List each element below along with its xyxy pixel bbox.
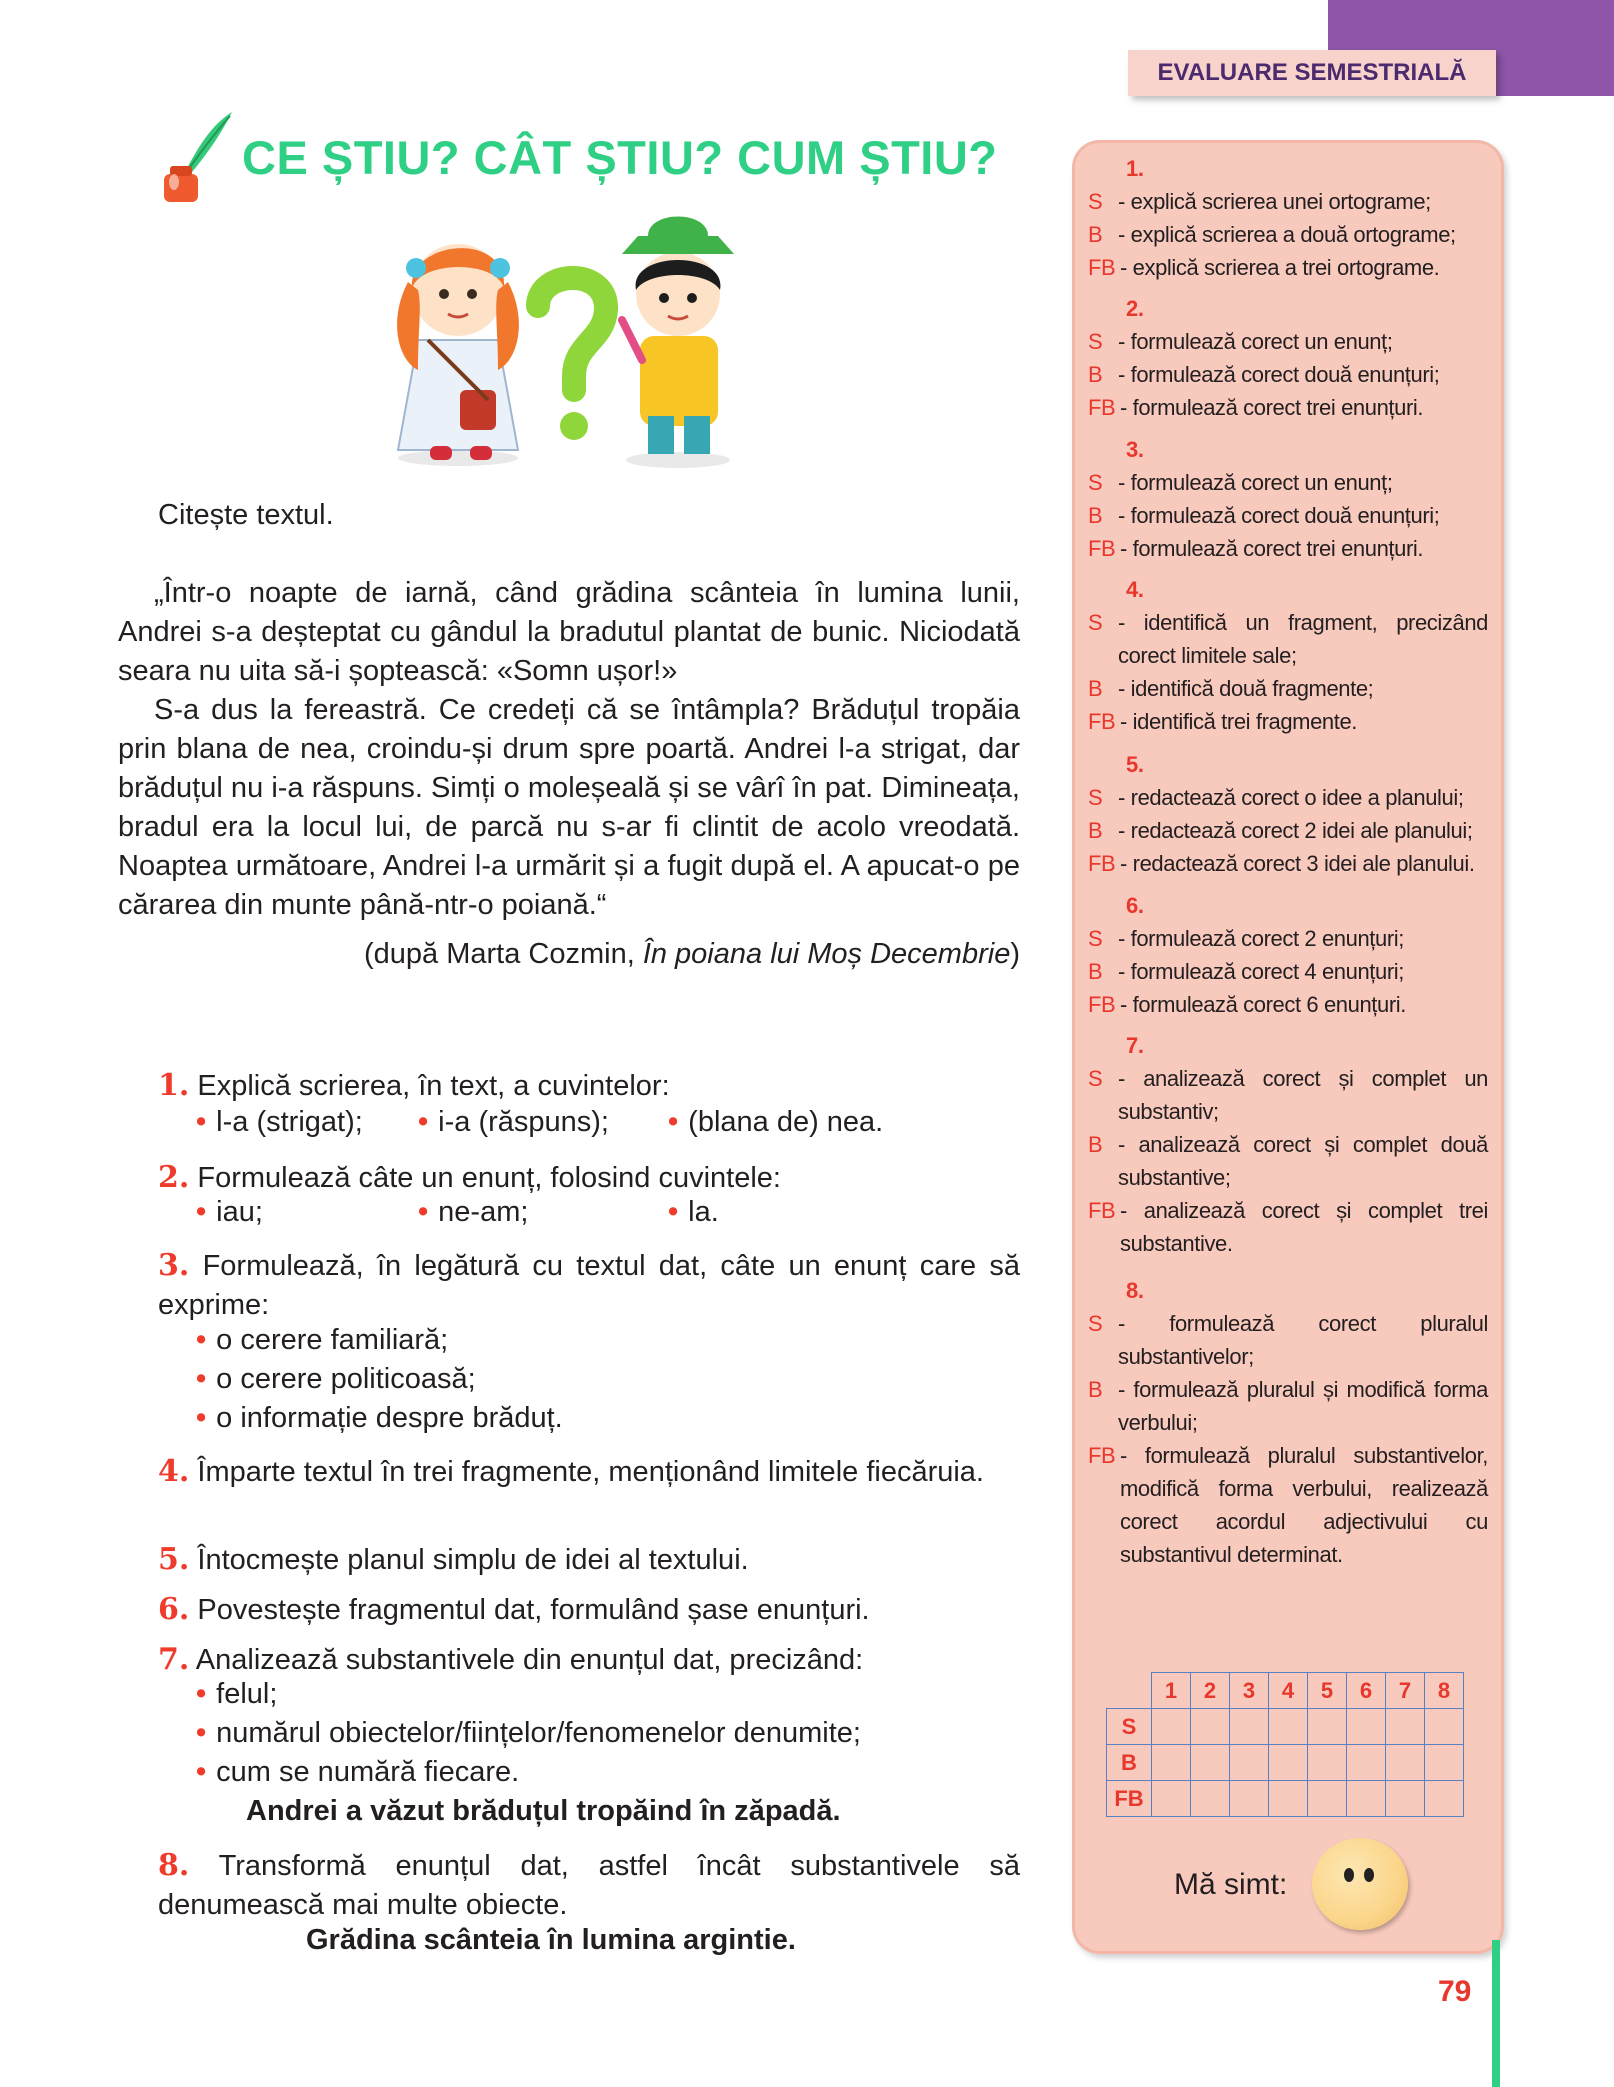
grid-row [1107, 1709, 1464, 1745]
question-number: 7. [158, 1642, 190, 1677]
question-text: Analizează substantivele din enunțul dat, precizând: [195, 1644, 864, 1676]
level-description: - identifică trei fragmente. [1120, 709, 1358, 734]
level-description: - explică scrierea a trei ortograme. [1120, 255, 1440, 280]
page-number: 79 [1438, 1975, 1472, 2008]
eye-icon [1344, 1868, 1354, 1882]
criterion-number: 3. [1126, 437, 1144, 462]
question-3 [158, 1246, 1020, 1325]
grid-row [1107, 1745, 1464, 1781]
criterion-level-fb [1088, 988, 1488, 1021]
level-code: FB [1088, 536, 1116, 561]
smiley-face-icon[interactable] [1312, 1838, 1408, 1930]
grid-column-header: 5 [1308, 1673, 1347, 1709]
grid-column-header: 7 [1386, 1673, 1425, 1709]
item-text: ne-am; [438, 1196, 529, 1228]
criterion-number: 4. [1126, 577, 1144, 602]
question-text: Transformă enunțul dat, astfel încât substantivele să denumească mai multe obiecte. [158, 1850, 1020, 1921]
q3-item-2: • o cerere politicoasă; [196, 1363, 476, 1395]
level-description: - identifică două fragmente; [1118, 676, 1374, 701]
level-code: B [1088, 1132, 1103, 1157]
criterion-number: 6. [1126, 893, 1144, 918]
grid-cell[interactable] [1386, 1781, 1425, 1817]
level-code: S [1088, 1066, 1103, 1091]
criterion-level-fb [1088, 251, 1488, 284]
feeling-label: Mă simt: [1174, 1868, 1288, 1901]
criterion-level-s [1088, 1062, 1488, 1128]
question-2 [158, 1158, 1028, 1198]
q1-item-3: • (blana de) nea. [668, 1106, 884, 1138]
level-description: - formulează pluralul și modifică forma verbului; [1118, 1377, 1488, 1435]
question-1 [158, 1066, 1028, 1106]
intro-instruction: Citește textul. [158, 499, 334, 531]
question-number: 4. [158, 1454, 190, 1489]
q8-sentence: Grădina scânteia în lumina argintie. [306, 1924, 796, 1956]
criterion-level-s [1088, 1307, 1488, 1373]
criterion-8 [1088, 1274, 1488, 1571]
question-4 [158, 1452, 1020, 1492]
item-text: numărul obiectelor/ființelor/fenomenelor denumite; [216, 1717, 861, 1749]
grid-row-label: FB [1107, 1781, 1152, 1817]
item-text: la. [688, 1196, 719, 1228]
question-number: 3. [158, 1248, 190, 1283]
source-title: În poiana lui Moș Decembrie [642, 938, 1011, 970]
item-text: i-a (răspuns); [438, 1106, 609, 1138]
section-label: EVALUARE SEMESTRIALĂ [1128, 50, 1496, 96]
level-code: B [1088, 818, 1103, 843]
level-description: - analizează corect și complet două substantive; [1118, 1132, 1488, 1190]
grid-row-label: S [1107, 1709, 1152, 1745]
grid-row [1107, 1781, 1464, 1817]
grid-cell[interactable] [1152, 1781, 1191, 1817]
grid-cell[interactable] [1386, 1745, 1425, 1781]
level-description: - formulează corect 6 enunțuri. [1120, 992, 1406, 1017]
level-description: - formulează corect 4 enunțuri; [1118, 959, 1404, 984]
level-description: - analizează corect și complet trei substantive. [1120, 1198, 1488, 1256]
item-text: cum se numără fiecare. [216, 1756, 520, 1788]
level-description: - formulează corect un enunț; [1118, 470, 1393, 495]
level-code: FB [1088, 1198, 1116, 1223]
grid-cell[interactable] [1308, 1745, 1347, 1781]
reading-passage [118, 574, 1020, 925]
grid-column-header: 6 [1347, 1673, 1386, 1709]
q7-item-1: • felul; [196, 1678, 278, 1710]
grid-cell[interactable] [1386, 1709, 1425, 1745]
grid-column-header: 2 [1191, 1673, 1230, 1709]
level-code: FB [1088, 709, 1116, 734]
level-code: S [1088, 1311, 1103, 1336]
grid-cell[interactable] [1152, 1745, 1191, 1781]
criterion-level-fb [1088, 1194, 1488, 1260]
grid-cell[interactable] [1269, 1745, 1308, 1781]
item-text: o cerere politicoasă; [216, 1363, 476, 1395]
level-code: S [1088, 785, 1103, 810]
level-code: FB [1088, 255, 1116, 280]
passage-source [118, 938, 1020, 971]
self-assessment-grid [1106, 1672, 1464, 1817]
criterion-number: 2. [1126, 296, 1144, 321]
question-number: 1. [158, 1068, 190, 1103]
question-text: Întocmește planul simplu de idei al textului. [197, 1544, 749, 1576]
grid-cell[interactable] [1152, 1709, 1191, 1745]
criterion-level-s [1088, 185, 1488, 218]
item-text: o cerere familiară; [216, 1324, 449, 1356]
question-number: 5. [158, 1542, 190, 1577]
level-description: - explică scrierea a două ortograme; [1118, 222, 1456, 247]
grid-cell[interactable] [1191, 1709, 1230, 1745]
source-close: ) [1010, 938, 1020, 970]
level-code: S [1088, 610, 1103, 635]
q1-item-1: • l-a (strigat); [196, 1106, 363, 1138]
grid-cell[interactable] [1347, 1781, 1386, 1817]
q7-item-2: • numărul obiectelor/ființelor/fenomenelor denumite; [196, 1717, 861, 1749]
grid-cell[interactable] [1230, 1709, 1269, 1745]
question-5 [158, 1540, 1028, 1580]
grid-cell[interactable] [1425, 1745, 1464, 1781]
criterion-number: 8. [1126, 1278, 1144, 1303]
level-description: - formulează corect pluralul substantivelor; [1118, 1311, 1488, 1369]
item-text: (blana de) nea. [688, 1106, 884, 1138]
level-code: FB [1088, 395, 1116, 420]
level-code: S [1088, 926, 1103, 951]
criterion-6 [1088, 889, 1488, 1021]
grid-cell[interactable] [1230, 1781, 1269, 1817]
page-title: CE ȘTIU? CÂT ȘTIU? CUM ȘTIU? [242, 131, 998, 184]
question-text: Împarte textul în trei fragmente, menționând limitele fiecăruia. [197, 1456, 984, 1488]
criterion-level-s [1088, 781, 1488, 814]
grid-corner [1107, 1673, 1152, 1709]
item-text: o informație despre brăduț. [216, 1402, 563, 1434]
level-description: - formulează corect două enunțuri; [1118, 503, 1440, 528]
level-code: S [1088, 189, 1103, 214]
criterion-7 [1088, 1029, 1488, 1260]
criterion-4 [1088, 573, 1488, 738]
level-code: B [1088, 1377, 1103, 1402]
eye-icon [1364, 1868, 1374, 1882]
q7-item-3: • cum se numără fiecare. [196, 1756, 520, 1788]
q1-item-2: • i-a (răspuns); [418, 1106, 609, 1138]
question-text: Formulează câte un enunț, folosind cuvintele: [197, 1162, 781, 1194]
criterion-level-fb [1088, 1439, 1488, 1571]
level-description: - formulează corect trei enunțuri. [1120, 395, 1424, 420]
grid-cell[interactable] [1347, 1745, 1386, 1781]
grid-cell[interactable] [1347, 1709, 1386, 1745]
q2-item-3: • la. [668, 1196, 719, 1228]
children-question-illustration [378, 210, 750, 472]
criterion-level-b [1088, 672, 1488, 705]
item-text: iau; [216, 1196, 263, 1228]
question-number: 6. [158, 1592, 190, 1627]
level-description: - redactează corect o idee a planului; [1118, 785, 1464, 810]
criterion-level-fb [1088, 391, 1488, 424]
grid-column-header: 8 [1425, 1673, 1464, 1709]
criterion-level-fb [1088, 532, 1488, 565]
passage-paragraph-1: „Într-o noapte de iarnă, când grădina scânteia în lumina lunii, Andrei s-a deșteptat cu gândul la bradutul plantat de bunic. Niciodată seara nu uita să-i șoptească: «Somn ușor!» [118, 577, 1020, 687]
criterion-level-b [1088, 814, 1488, 847]
criterion-level-s [1088, 606, 1488, 672]
grid-cell[interactable] [1425, 1781, 1464, 1817]
criterion-3 [1088, 433, 1488, 565]
criterion-level-b [1088, 1128, 1488, 1194]
grid-cell[interactable] [1269, 1709, 1308, 1745]
criterion-level-s [1088, 325, 1488, 358]
level-code: B [1088, 959, 1103, 984]
item-text: felul; [216, 1678, 278, 1710]
level-code: B [1088, 362, 1103, 387]
question-7 [158, 1640, 1028, 1680]
level-description: - identifică un fragment, precizând corect limitele sale; [1118, 610, 1488, 668]
level-code: B [1088, 503, 1103, 528]
criterion-2 [1088, 292, 1488, 424]
level-code: S [1088, 470, 1103, 495]
item-text: l-a (strigat); [216, 1106, 363, 1138]
question-6 [158, 1590, 1028, 1630]
grid-cell[interactable] [1191, 1781, 1230, 1817]
criterion-level-b [1088, 218, 1488, 251]
grid-column-header: 3 [1230, 1673, 1269, 1709]
criterion-level-b [1088, 358, 1488, 391]
inkwell-quill-icon [158, 108, 234, 204]
passage-paragraph-2: S-a dus la fereastră. Ce credeți că se întâmpla? Brăduțul tropăia prin blana de nea, croindu-și drum spre poartă. Andrei l-a strigat, dar brăduțul nu i-a răspuns. Simți o moleșeală și se vârî în pat. Dimineața, bradul era la locul lui, de parcă nu s-ar fi clintit de acolo vreodată. Noaptea următoare, Andrei l-a urmărit și a fugit după el. A apucat-o pe cărarea din munte până-ntr-o poiană.“ [118, 694, 1020, 921]
level-code: B [1088, 222, 1103, 247]
criterion-level-fb [1088, 705, 1488, 738]
level-description: - analizează corect și complet un substantiv; [1118, 1066, 1488, 1124]
criterion-level-s [1088, 466, 1488, 499]
criterion-number: 5. [1126, 752, 1144, 777]
grid-cell[interactable] [1230, 1745, 1269, 1781]
level-code: FB [1088, 851, 1116, 876]
page-edge-bar [1492, 1940, 1500, 2087]
criterion-number: 7. [1126, 1033, 1144, 1058]
question-8 [158, 1846, 1020, 1925]
question-text: Explică scrierea, în text, a cuvintelor: [197, 1070, 670, 1102]
grid-column-header: 1 [1152, 1673, 1191, 1709]
criterion-level-s [1088, 922, 1488, 955]
criterion-level-b [1088, 955, 1488, 988]
level-code: S [1088, 329, 1103, 354]
question-number: 2. [158, 1160, 190, 1195]
level-description: - explică scrierea unei ortograme; [1118, 189, 1431, 214]
q7-sentence: Andrei a văzut brăduțul tropăind în zăpadă. [246, 1795, 841, 1827]
level-description: - redactează corect 2 idei ale planului; [1118, 818, 1473, 843]
question-text: Formulează, în legătură cu textul dat, câte un enunț care să exprime: [158, 1250, 1020, 1321]
level-description: - formulează corect un enunț; [1118, 329, 1393, 354]
q3-item-1: • o cerere familiară; [196, 1324, 449, 1356]
q2-item-2: • ne-am; [418, 1196, 529, 1228]
grid-cell[interactable] [1425, 1709, 1464, 1745]
source-author: (după Marta Cozmin, [363, 938, 643, 970]
level-description: - formulează corect 2 enunțuri; [1118, 926, 1404, 951]
criterion-5 [1088, 748, 1488, 880]
level-code: B [1088, 676, 1103, 701]
criterion-1 [1088, 152, 1488, 284]
criterion-level-fb [1088, 847, 1488, 880]
question-number: 8. [158, 1848, 190, 1883]
grid-cell[interactable] [1308, 1709, 1347, 1745]
grid-cell[interactable] [1308, 1781, 1347, 1817]
criterion-level-b [1088, 1373, 1488, 1439]
level-code: FB [1088, 992, 1116, 1017]
q3-item-3: • o informație despre brăduț. [196, 1402, 563, 1434]
level-description: - formulează corect două enunțuri; [1118, 362, 1440, 387]
level-description: - formulează corect trei enunțuri. [1120, 536, 1424, 561]
q2-item-1: • iau; [196, 1196, 263, 1228]
level-description: - redactează corect 3 idei ale planului. [1120, 851, 1475, 876]
level-code: FB [1088, 1443, 1116, 1468]
grid-column-header: 4 [1269, 1673, 1308, 1709]
grid-header-row [1107, 1673, 1464, 1709]
grid-row-label: B [1107, 1745, 1152, 1781]
question-text: Povestește fragmentul dat, formulând șase enunțuri. [197, 1594, 870, 1626]
criterion-level-b [1088, 499, 1488, 532]
level-description: - formulează pluralul substantivelor, modifică forma verbului, realizează corect acordul adjectivului cu substantivul determinat. [1120, 1443, 1488, 1567]
grid-cell[interactable] [1269, 1781, 1308, 1817]
grid-cell[interactable] [1191, 1745, 1230, 1781]
criterion-number: 1. [1126, 156, 1144, 181]
